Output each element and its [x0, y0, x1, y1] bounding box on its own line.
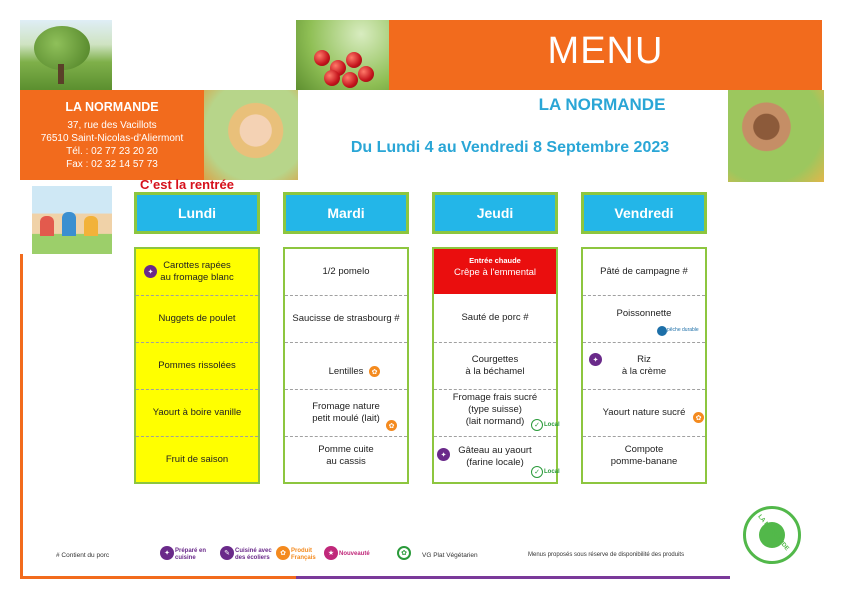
pork-note: # Contient du porc [56, 552, 110, 559]
menu-item-hot-starter [434, 249, 556, 294]
girl-eating-photo [204, 90, 298, 180]
contact-fax: Fax : 02 32 14 57 73 [66, 159, 158, 170]
menu-item-text: Fromage frais sucré (type suisse) (lait normand) [452, 392, 538, 427]
french-product-icon: ✿ [386, 420, 397, 431]
disclaimer: Menus proposés sous réserve de disponibilité des produits [528, 552, 685, 558]
menu-item-text: 1/2 pomelo [322, 266, 370, 277]
local-icon: ✓ [531, 466, 543, 478]
menu-item-text: Yaourt à boire vanille [152, 407, 242, 418]
menu-item-text: Yaourt nature sucré [602, 407, 686, 418]
day-column-mardi [283, 247, 409, 484]
menu-item [136, 437, 258, 482]
logo-text: LA NORMANDE [756, 513, 790, 553]
menu-item [583, 390, 705, 437]
french-product-icon: ✿ [369, 366, 380, 377]
menu-title: MENU [547, 30, 664, 72]
homemade-icon: ✦ [437, 448, 450, 461]
legend-new-dish: Nouveauté [339, 551, 370, 557]
day-header-vendredi: Vendredi [581, 192, 707, 234]
sustainable-fishing-icon [657, 326, 667, 336]
menu-item [285, 249, 407, 296]
contact-name: LA NORMANDE [65, 100, 159, 114]
menu-item-text: Poissonnette [616, 308, 672, 319]
legend-homemade: Préparé en cuisine [175, 548, 207, 561]
contact-address2: 76510 Saint-Nicolas-d'Aliermont [40, 133, 184, 144]
legend-cooked-with-pupils: Cuisiné avec des écoliers [235, 548, 272, 561]
local-badge: Local [544, 422, 560, 428]
menu-item [136, 390, 258, 437]
menu-item-text: Fromage nature petit moulé (lait) [312, 401, 380, 424]
local-badge: Local [544, 469, 560, 475]
homemade-icon: ✦ [160, 546, 174, 560]
menu-item-text: Pâté de campagne # [600, 266, 688, 277]
orchard-photo [20, 20, 112, 90]
menu-item-text: Crêpe à l'emmental [453, 266, 537, 278]
menu-item [285, 296, 407, 343]
new-dish-icon: ★ [324, 546, 338, 560]
theme-label: C’est la rentrée [140, 177, 234, 192]
homemade-icon: ✦ [144, 265, 157, 278]
day-header-jeudi: Jeudi [432, 192, 558, 234]
menu-item [583, 437, 705, 482]
date-range: Du Lundi 4 au Vendredi 8 Septembre 2023 [350, 139, 670, 156]
homemade-icon: ✦ [589, 353, 602, 366]
menu-item-text: Sauté de porc # [461, 312, 529, 323]
menu-item [285, 343, 407, 390]
day-header-mardi: Mardi [283, 192, 409, 234]
french-product-icon: ✿ [276, 546, 290, 560]
contact-box [20, 90, 204, 180]
day-column-jeudi [432, 247, 558, 484]
brand-title: LA NORMANDE [538, 95, 666, 114]
bottom-border-orange [20, 576, 296, 579]
day-column-lundi [134, 247, 260, 484]
menu-item-text: Nuggets de poulet [158, 313, 236, 324]
school-illustration [32, 186, 112, 254]
menu-item-text: Pommes rissolées [158, 360, 236, 371]
menu-item-text: Riz à la crème [621, 354, 667, 377]
day-header-lundi: Lundi [134, 192, 260, 234]
menu-item [434, 343, 556, 390]
menu-item-text: Saucisse de strasbourg # [292, 313, 400, 324]
cooked-with-pupils-icon: ✎ [220, 546, 234, 560]
menu-item-text: Carottes rapées au fromage blanc [160, 260, 234, 283]
left-border-line [20, 254, 23, 579]
french-product-icon: ✿ [693, 412, 704, 423]
menu-item [136, 296, 258, 343]
menu-item-text: Courgettes à la béchamel [465, 354, 525, 377]
contact-tel: Tél. : 02 77 23 20 20 [66, 146, 158, 157]
menu-item-text: Gâteau au yaourt (farine locale) [458, 444, 532, 468]
child-with-fruit-photo [728, 90, 824, 182]
local-icon: ✓ [531, 419, 543, 431]
menu-item [583, 249, 705, 296]
menu-item [285, 437, 407, 482]
menu-item-text: Compote pomme-banane [610, 443, 678, 467]
menu-item-text: Fruit de saison [165, 453, 229, 465]
menu-item-tag: Entrée chaude [469, 255, 521, 265]
sustainable-fishing-badge: pêche durable [667, 327, 699, 333]
legend-vegetarian: VG Plat Végétarien [422, 552, 478, 559]
day-column-vendredi [581, 247, 707, 484]
vegetarian-icon: ✿ [397, 546, 411, 560]
menu-item-text: Lentilles [328, 366, 364, 377]
menu-item [136, 343, 258, 390]
cherries-photo [296, 20, 389, 90]
legend-french-product: Produit Français [291, 548, 316, 561]
menu-item-text: Pomme cuite au cassis [318, 443, 374, 467]
bottom-border-purple [296, 576, 730, 579]
menu-item [583, 296, 705, 343]
contact-address1: 37, rue des Vacillots [67, 120, 157, 131]
menu-item [583, 343, 705, 390]
menu-item [434, 294, 556, 343]
